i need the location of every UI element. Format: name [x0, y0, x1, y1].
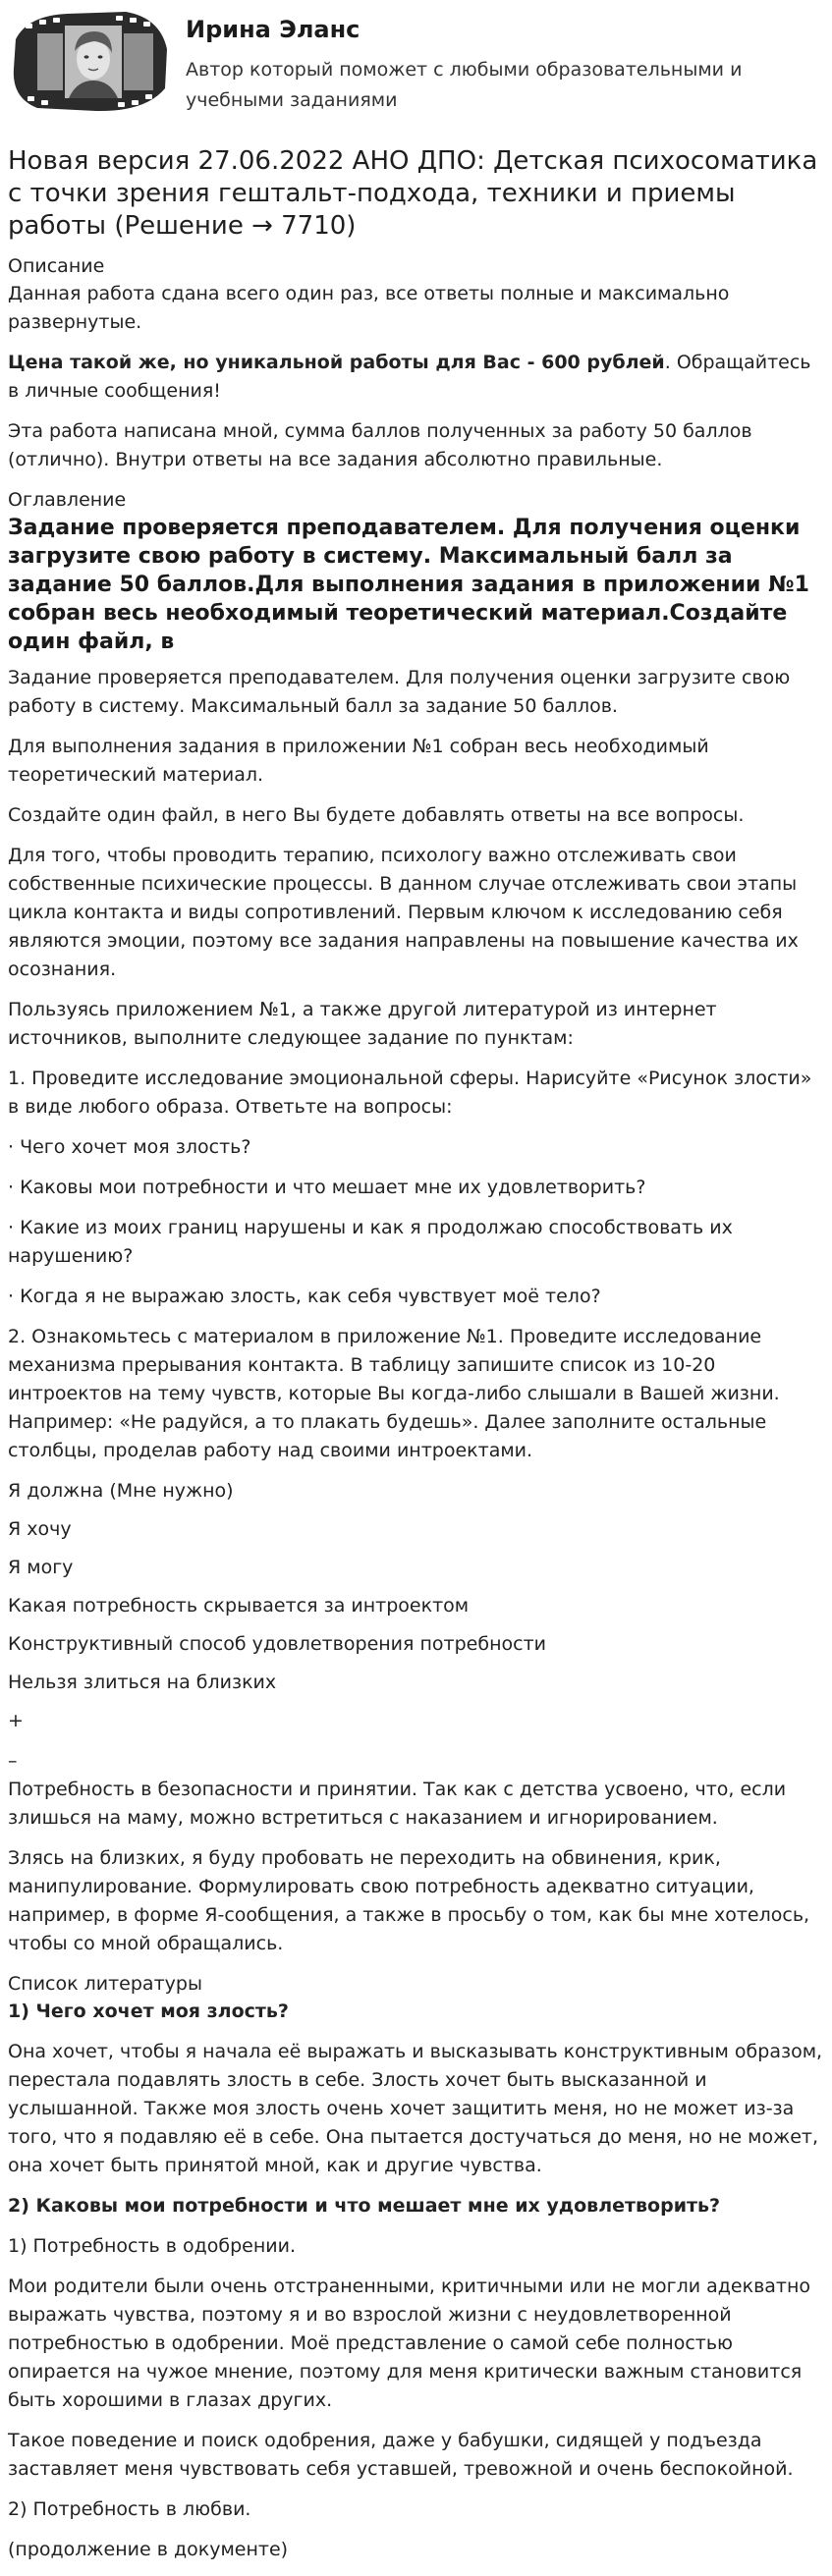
table-cell-text: Какая потребность скрывается за интроектом — [8, 1595, 470, 1617]
toc-label: Оглавление — [8, 489, 127, 511]
author-card — [8, 0, 824, 137]
answer-paragraph: Такое поведение и поиск одобрения, даже у бабушки, сидящей у подъезда заставляет меня чувствовать себя уставшей, тревожной и очень беспокойной. — [8, 2430, 794, 2480]
author-name[interactable]: Ирина Эланс — [186, 16, 361, 43]
page-title: Новая версия 27.06.2022 АНО ДПО: Детская психосоматика с точки зрения гештальт-подхода, техники и приемы работы (Решение → 7710) — [8, 146, 818, 241]
price-rest: . Обращайтесь в личные сообщения! — [8, 352, 811, 402]
body-paragraph: 2. Ознакомьтесь с материалом в приложение №1. Проведите исследование механизма прерывания контакта. В таблицу запишите список из 10-20 интроектов на тему чувств, которые Вы когда-либо слышали в Вашей жизни. Например: «Не радуйся, а то плакать будешь». Далее заполните остальные столбцы, проделав работу над своими интроектами. — [8, 1326, 780, 1461]
question-item: · Чего хочет моя злость? — [8, 1136, 251, 1158]
body-paragraph: Для выполнения задания в приложении №1 собран весь необходимый теоретический материал. — [8, 736, 709, 786]
body-paragraph: 1. Проведите исследование эмоциональной сферы. Нарисуйте «Рисунок злости» в виде любого образа. Ответьте на вопросы: — [8, 1068, 812, 1118]
literature-label: Список литературы — [8, 1973, 202, 1995]
author-description: Автор который поможет с любыми образовательными и учебными заданиями — [186, 59, 743, 111]
body-paragraph: Пользуясь приложением №1, а также другой литературой из интернет источников, выполните следующее задание по пунктам: — [8, 999, 717, 1049]
price-highlight: Цена такой же, но уникальной работы для Вас - 600 рублей — [8, 352, 665, 373]
body-paragraph: Потребность в безопасности и принятии. Так как с детства усвоено, что, если злишься на маму, можно встретиться с наказанием и игнорированием. — [8, 1779, 787, 1829]
answer-paragraph: 1) Потребность в одобрении. — [8, 2235, 297, 2257]
answer-paragraph: Мои родители были очень отстраненными, критичными или не могли адекватно выражать чувства, поэтому я и во взрослой жизни с неудовлетворенной потребностью в одобрении. Моё представление о самой себе полностью опирается на чужое мнение, поэтому для меня критически важным становится быть хорошими в глазах других. — [8, 2275, 811, 2411]
price-text — [8, 349, 824, 406]
answer-heading: 2) Каковы мои потребности и что мешает мне их удовлетворить? — [8, 2195, 721, 2217]
question-item: · Когда я не выражаю злость, как себя чувствует моё тело? — [8, 1286, 601, 1307]
table-cell-text: Я должна (Мне нужно) — [8, 1480, 234, 1502]
body-paragraph: Для того, чтобы проводить терапию, психологу важно отслеживать свои собственные психические процессы. В данном случае отслеживать свои этапы цикла контакта и виды сопротивлений. Первым ключом к исследованию себя являются эмоции, поэтому все задания направлены на повышение качества их осознания. — [8, 845, 799, 980]
minus-mark: – — [8, 1750, 18, 1772]
plus-mark: + — [8, 1710, 24, 1731]
description-text: Данная работа сдана всего один раз, все ответы полные и максимально развернутые. — [8, 283, 730, 333]
table-cell-text: Я могу — [8, 1557, 74, 1578]
description-label: Описание — [8, 255, 105, 277]
table-cell-text: Я хочу — [8, 1518, 72, 1540]
table-cell-text: Конструктивный способ удовлетворения потребности — [8, 1633, 546, 1655]
author-photo-icon[interactable] — [8, 10, 170, 113]
table-cell-text: Нельзя злиться на близких — [8, 1672, 277, 1693]
body-paragraph: Злясь на близких, я буду пробовать не переходить на обвинения, крик, манипулирование. Формулировать свою потребность адекватно ситуации, например, в форме Я-сообщения, а также в просьбу о том, как бы мне хотелось, чтобы со мной обращались. — [8, 1847, 810, 1954]
author-info — [186, 10, 824, 116]
question-item: · Каковы мои потребности и что мешает мне их удовлетворить? — [8, 1177, 646, 1198]
score-text: Эта работа написана мной, сумма баллов полученных за работу 50 баллов (отлично). Внутри ответы на все задания абсолютно правильные. — [8, 420, 752, 470]
body-paragraph: Задание проверяется преподавателем. Для получения оценки загрузите свою работу в систему. Максимальный балл за задание 50 баллов. — [8, 667, 791, 717]
answer-paragraph: Она хочет, чтобы я начала её выражать и высказывать конструктивным образом, перестала подавлять злость в себе. Злость хочет быть высказанной и услышанной. Также моя злость очень хочет защитить меня, но не может из-за того, что я подавляю её в себе. Она пытается достучаться до меня, но не может, она хочет быть принятой мной, как и другие чувства. — [8, 2041, 823, 2176]
answer-paragraph: 2) Потребность в любви. — [8, 2498, 251, 2520]
body-paragraph: Создайте один файл, в него Вы будете добавлять ответы на все вопросы. — [8, 804, 745, 826]
toc-heading: Задание проверяется преподавателем. Для получения оценки загрузите свою работу в систему. Максимальный балл за задание 50 баллов.Для выполнения задания в приложении №1 собран весь необходимый теоретический материал.Создайте один файл, в — [8, 516, 809, 654]
answer-heading: 1) Чего хочет моя злость? — [8, 2001, 289, 2022]
continuation-note: (продолжение в документе) — [8, 2539, 289, 2560]
question-item: · Какие из моих границ нарушены и как я продолжаю способствовать их нарушению? — [8, 1217, 733, 1267]
